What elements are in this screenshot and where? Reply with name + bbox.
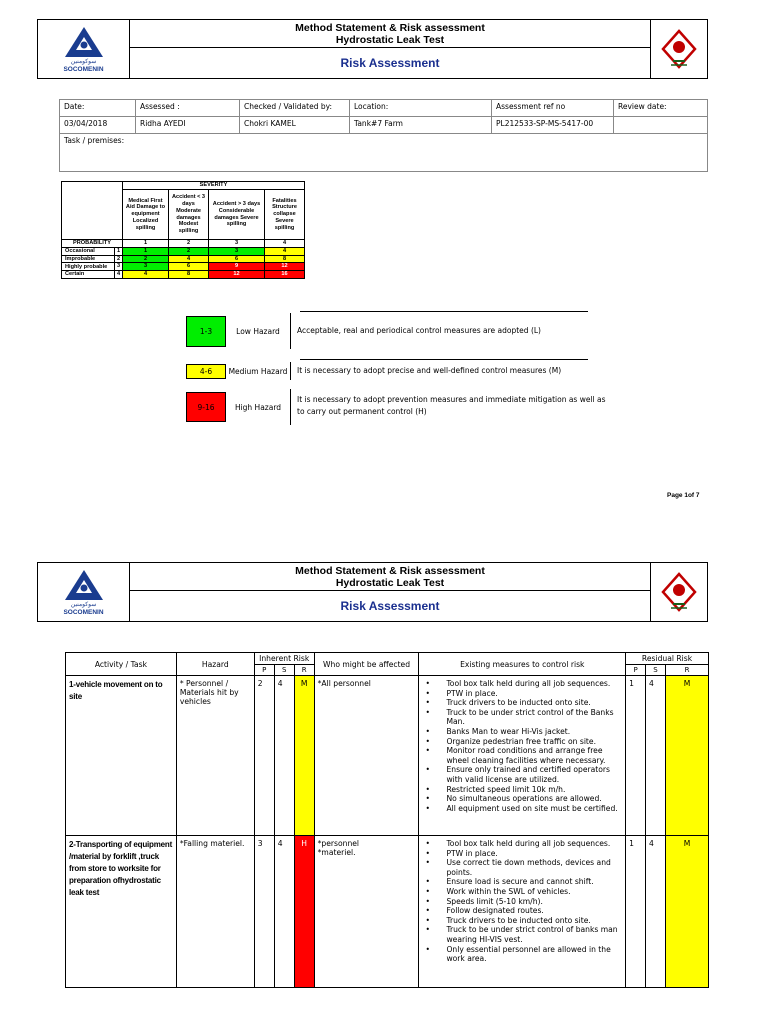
probability-num: 4: [115, 271, 123, 279]
matrix-cell: 8: [169, 271, 209, 279]
location-label: Location:: [350, 100, 492, 117]
severity-col-1: Medical First Aid Damage to equipment Localized spilling: [123, 190, 169, 240]
matrix-cell: 8: [265, 255, 305, 263]
who-line: *materiel.: [317, 848, 356, 857]
legend-medium: [186, 362, 561, 380]
legend-high-desc-line2: to carry out permanent control (H): [297, 407, 427, 416]
matrix-cell: 2: [169, 247, 209, 255]
severity-num: 2: [169, 240, 209, 248]
legend-high: [186, 389, 606, 425]
company-logo: [38, 563, 130, 621]
page-number: Page 1of 7: [667, 492, 700, 499]
activity-cell: 2-Transporting of equipment /material by forklift ,truck from store to worksite for preparation ofhydrostatic leak test: [66, 836, 177, 988]
matrix-cell: 4: [169, 255, 209, 263]
legend-high-level: High Hazard: [234, 402, 282, 412]
matrix-cell: 16: [265, 271, 305, 279]
inherent-r-cell: M: [294, 676, 314, 836]
company-logo: [38, 20, 130, 78]
col-inherent-r: R: [294, 665, 314, 676]
document-header: [37, 562, 708, 622]
logo-icon: [64, 26, 104, 58]
location-value: Tank#7 Farm: [350, 117, 492, 134]
matrix-cell: 6: [209, 255, 265, 263]
matrix-cell: 4: [265, 247, 305, 255]
risk-assessment-table: [65, 652, 709, 988]
ref-value: PL212533-SP-MS-5417-00: [492, 117, 614, 134]
title-line-2: Hydrostatic Leak Test: [335, 34, 445, 46]
list-item: • Tool box talk held during all job sequences.: [422, 839, 622, 849]
legend-high-desc: [290, 389, 606, 425]
list-item: • PTW in place.: [422, 689, 622, 699]
table-row: [66, 836, 709, 988]
inherent-s-cell: 4: [274, 836, 294, 988]
company-name: SOCOMENIN: [63, 608, 104, 616]
col-residual-s: S: [646, 665, 666, 676]
who-cell: [314, 836, 419, 988]
matrix-cell: 3: [209, 247, 265, 255]
matrix-cell: 4: [123, 271, 169, 279]
col-who-affected: Who might be affected: [314, 653, 419, 676]
company-arabic-name: سوكومنين: [70, 601, 97, 608]
list-item: • Truck drivers to be inducted onto site.: [422, 916, 622, 926]
title-line-1: Method Statement & Risk assessment: [295, 22, 485, 34]
company-arabic-name: سوكومنين: [70, 58, 97, 65]
probability-row-label: Improbable: [62, 255, 115, 263]
document-title: [130, 20, 650, 48]
hazard-cell: * Personnel / Materials hit by vehicles: [176, 676, 254, 836]
severity-col-3: Accident > 3 days Considerable damages Severe spilling: [209, 190, 265, 240]
list-item: • Truck to be under strict control of the Banks Man.: [422, 708, 622, 727]
list-item: • All equipment used on site must be certified.: [422, 804, 622, 814]
legend-low-range: 1-3: [186, 316, 226, 347]
col-residual-p: P: [626, 665, 646, 676]
risk-matrix: [61, 181, 305, 279]
severity-num: 3: [209, 240, 265, 248]
document-title: [130, 563, 650, 591]
list-item: • Tool box talk held during all job sequences.: [422, 679, 622, 689]
probability-row-label: Highly probable: [62, 263, 115, 271]
matrix-cell: 12: [265, 263, 305, 271]
client-logo-icon: [659, 570, 699, 614]
residual-r-cell: M: [666, 676, 709, 836]
inherent-r-cell: H: [294, 836, 314, 988]
who-line: *personnel: [317, 839, 360, 848]
review-label: Review date:: [614, 100, 708, 117]
col-inherent-s: S: [274, 665, 294, 676]
matrix-cell: 3: [123, 263, 169, 271]
title-line-1: Method Statement & Risk assessment: [295, 565, 485, 577]
date-value: 03/04/2018: [60, 117, 136, 134]
legend-medium-range: 4-6: [186, 364, 226, 379]
assessment-info-table: [59, 99, 708, 172]
list-item: • PTW in place.: [422, 849, 622, 859]
inherent-s-cell: 4: [274, 676, 294, 836]
severity-col-4: Fatalities Structure collapse Severe spilling: [265, 190, 305, 240]
list-item: • Banks Man to wear Hi-Vis jacket.: [422, 727, 622, 737]
inherent-p-cell: 3: [254, 836, 274, 988]
ref-label: Assessment ref no: [492, 100, 614, 117]
matrix-corner: [62, 182, 123, 240]
list-item: • Organize pedestrian free traffic on site.: [422, 737, 622, 747]
severity-label: SEVERITY: [123, 182, 305, 190]
list-item: • Restricted speed limit 10k m/h.: [422, 785, 622, 795]
measures-cell: [419, 836, 626, 988]
review-value: [614, 117, 708, 134]
list-item: • Work within the SWL of vehicles.: [422, 887, 622, 897]
hazard-cell: *Falling materiel.: [176, 836, 254, 988]
legend-rule: [300, 311, 588, 312]
legend-low-desc: Acceptable, real and periodical control measures are adopted (L): [290, 313, 541, 349]
activity-cell: 1-vehicle movement on to site: [66, 676, 177, 836]
date-label: Date:: [60, 100, 136, 117]
client-logo-icon: [659, 27, 699, 71]
residual-s-cell: 4: [646, 836, 666, 988]
inherent-p-cell: 2: [254, 676, 274, 836]
document-header: [37, 19, 708, 79]
severity-num: 1: [123, 240, 169, 248]
matrix-cell: 12: [209, 271, 265, 279]
col-residual-risk: Residual Risk: [626, 653, 709, 665]
residual-p-cell: 1: [626, 676, 646, 836]
residual-p-cell: 1: [626, 836, 646, 988]
legend-rule: [300, 359, 588, 360]
matrix-cell: 9: [209, 263, 265, 271]
list-item: • Truck drivers to be inducted onto site.: [422, 698, 622, 708]
probability-num: 1: [115, 247, 123, 255]
list-item: • Ensure only trained and certified operators with valid license are utilized.: [422, 765, 622, 784]
client-seal: [650, 563, 707, 621]
legend-high-range: 9-16: [186, 392, 226, 422]
logo-icon: [64, 569, 104, 601]
legend-high-desc-line1: It is necessary to adopt prevention measures and immediate mitigation as well as: [297, 395, 606, 404]
matrix-cell: 1: [123, 247, 169, 255]
document-subtitle: Risk Assessment: [340, 56, 440, 70]
col-residual-r: R: [666, 665, 709, 676]
measures-cell: [419, 676, 626, 836]
col-inherent-risk: Inherent Risk: [254, 653, 314, 665]
probability-num: 2: [115, 255, 123, 263]
legend-medium-level: Medium Hazard: [228, 366, 288, 376]
list-item: • No simultaneous operations are allowed.: [422, 794, 622, 804]
company-name: SOCOMENIN: [63, 65, 104, 73]
checked-label: Checked / Validated by:: [240, 100, 350, 117]
title-line-2: Hydrostatic Leak Test: [335, 577, 445, 589]
severity-num: 4: [265, 240, 305, 248]
matrix-cell: 2: [123, 255, 169, 263]
probability-row-label: Certain: [62, 271, 115, 279]
residual-s-cell: 4: [646, 676, 666, 836]
list-item: • Monitor road conditions and arrange free wheel cleaning facilities where necessary.: [422, 746, 622, 765]
table-row: [66, 676, 709, 836]
col-hazard: Hazard: [176, 653, 254, 676]
list-item: • Truck to be under strict control of banks man wearing HI-VIS vest.: [422, 925, 622, 944]
probability-row-label: Occasional: [62, 247, 115, 255]
task-label: Task / premises:: [60, 134, 708, 172]
col-inherent-p: P: [254, 665, 274, 676]
assessed-value: Ridha AYEDI: [136, 117, 240, 134]
list-item: • Speeds limit (5-10 km/h).: [422, 897, 622, 907]
who-cell: *All personnel: [314, 676, 419, 836]
list-item: • Use correct tie down methods, devices and points.: [422, 858, 622, 877]
severity-col-2: Accident < 3 days Moderate damages Modest spilling: [169, 190, 209, 240]
list-item: • Ensure load is secure and cannot shift.: [422, 877, 622, 887]
residual-r-cell: M: [666, 836, 709, 988]
legend-low: [186, 313, 541, 349]
assessed-label: Assessed :: [136, 100, 240, 117]
list-item: • Only essential personnel are allowed in the work area.: [422, 945, 622, 964]
client-seal: [650, 20, 707, 78]
document-subtitle: Risk Assessment: [340, 599, 440, 613]
checked-value: Chokri KAMEL: [240, 117, 350, 134]
list-item: • Follow designated routes.: [422, 906, 622, 916]
col-measures: Existing measures to control risk: [419, 653, 626, 676]
legend-medium-desc: It is necessary to adopt precise and well-defined control measures (M): [290, 362, 561, 380]
col-activity: Activity / Task: [66, 653, 177, 676]
probability-label: PROBABILITY: [62, 240, 123, 248]
probability-num: 3: [115, 263, 123, 271]
legend-low-level: Low Hazard: [236, 326, 280, 336]
matrix-cell: 6: [169, 263, 209, 271]
